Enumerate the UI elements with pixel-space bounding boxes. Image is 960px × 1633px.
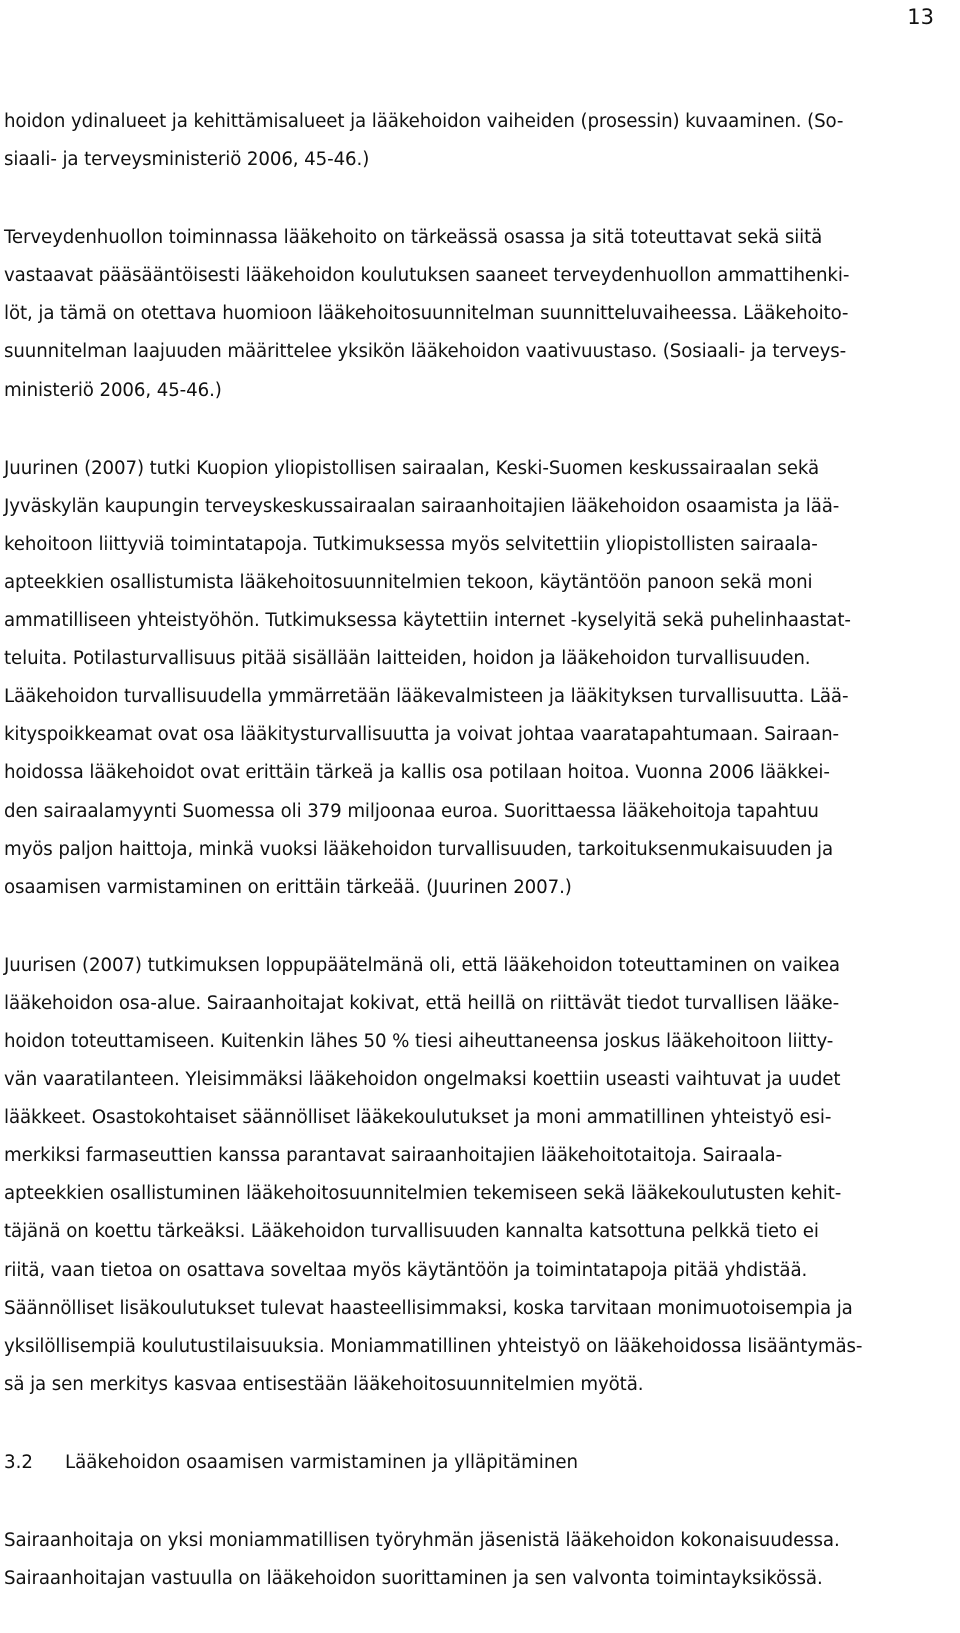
text-line: lääkehoidon osa-alue. Sairaanhoitajat kokivat, että heillä on riittävät tiedot turvallisen lääke- [4,992,840,1014]
section-title: Lääkehoidon osaamisen varmistaminen ja ylläpitäminen [65,1451,579,1473]
text-line: myös paljon haittoja, minkä vuoksi lääkehoidon turvallisuuden, tarkoituksenmukaisuuden ja [4,838,834,860]
text-line: teluita. Potilasturvallisuus pitää sisällään laitteiden, hoidon ja lääkehoidon turvallisuuden. [4,648,811,670]
text-line: vän vaaratilanteen. Yleisimmäksi lääkehoidon ongelmaksi koettiin useasti vaihtuvat ja uudet [4,1069,841,1091]
text-line: täjänä on koettu tärkeäksi. Lääkehoidon turvallisuuden kannalta katsottuna pelkkä tieto ei [4,1221,819,1243]
text-line: ammatilliseen yhteistyöhön. Tutkimuksessa käytettiin internet -kyselyitä sekä puhelinhaastat- [4,610,851,632]
text-line: den sairaalamyynti Suomessa oli 379 miljoonaa euroa. Suorittaessa lääkehoitoja tapahtuu [4,800,819,822]
text-line: ministeriö 2006, 45-46.) [4,379,222,401]
paragraph [4,450,924,907]
text-line: kehoitoon liittyviä toimintatapoja. Tutkimuksessa myös selvitettiin yliopistollisten sairaala- [4,533,818,555]
document-body [4,103,924,1598]
text-line: Jyväskylän kaupungin terveyskeskussairaalan sairaanhoitajien lääkehoidon osaamista ja lää- [4,495,840,517]
text-line: apteekkien osallistuminen lääkehoitosuunnitelmien tekemiseen sekä lääkekoulutusten kehit- [4,1183,842,1205]
paragraph [4,947,924,1404]
text-line: Sairaanhoitaja on yksi moniammatillisen työryhmän jäsenistä lääkehoidon kokonaisuudessa. [4,1530,840,1551]
text-line: yksilöllisempiä koulutustilaisuuksia. Moniammatillinen yhteistyö on lääkehoidossa lisääntymäs- [4,1335,863,1357]
text-line: lääkkeet. Osastokohtaiset säännölliset lääkekoulutukset ja moni ammatillinen yhteistyö esi- [4,1107,832,1129]
text-line: suunnitelman laajuuden määrittelee yksikön lääkehoidon vaativuustaso. (Sosiaali- ja terveys- [4,341,847,363]
text-line: vastaavat pääsääntöisesti lääkehoidon koulutuksen saaneet terveydenhuollon ammattihenki- [4,265,850,287]
text-line: osaamisen varmistaminen on erittäin tärkeää. (Juurinen 2007.) [4,876,572,898]
text-line: merkiksi farmaseuttien kanssa parantavat sairaanhoitajien lääkehoitotaitoja. Sairaala- [4,1145,783,1167]
text-line: löt, ja tämä on otettava huomioon lääkehoitosuunnitelman suunnitteluvaiheessa. Lääkehoito- [4,303,849,325]
text-line: Säännölliset lisäkoulutukset tulevat haasteellisimmaksi, koska tarvitaan monimuotoisempia ja [4,1297,853,1319]
text-line: apteekkien osallistumista lääkehoitosuunnitelmien tekoon, käytäntöön panoon sekä moni [4,571,813,593]
page-number: 13 [907,5,934,29]
text-line: sä ja sen merkitys kasvaa entisestään lääkehoitosuunnitelmien myötä. [4,1373,644,1395]
text-line: hoidossa lääkehoidot ovat erittäin tärkeä ja kallis osa potilaan hoitoa. Vuonna 2006 lääkkei- [4,762,830,784]
text-line: kityspoikkeamat ovat osa lääkitysturvallisuutta ja voivat johtaa vaaratapahtumaan. Sairaan- [4,724,839,746]
text-line: hoidon ydinalueet ja kehittämisalueet ja lääkehoidon vaiheiden (prosessin) kuvaaminen. (So- [4,111,844,132]
section-heading [4,1444,924,1482]
text-line: riitä, vaan tietoa on osattava soveltaa myös käytäntöön ja toimintatapoja pitää yhdistää. [4,1259,808,1281]
text-line: siaali- ja terveysministeriö 2006, 45-46.) [4,149,370,171]
text-line: Sairaanhoitajan vastuulla on lääkehoidon suorittaminen ja sen valvonta toimintayksikössä. [4,1568,823,1590]
paragraph [4,1522,924,1598]
section-number: 3.2 [4,1451,33,1473]
text-line: Terveydenhuollon toiminnassa lääkehoito on tärkeässä osassa ja sitä toteuttavat sekä siitä [4,227,823,249]
text-line: Lääkehoidon turvallisuudella ymmärretään lääkevalmisteen ja lääkityksen turvallisuutta. Lää- [4,686,849,708]
text-line: Juurisen (2007) tutkimuksen loppupäätelmänä oli, että lääkehoidon toteuttaminen on vaikea [4,954,840,976]
paragraph [4,103,924,179]
paragraph [4,219,924,409]
text-line: hoidon toteuttamiseen. Kuitenkin lähes 50 % tiesi aiheuttaneensa joskus lääkehoitoon liitty- [4,1030,834,1052]
text-line: Juurinen (2007) tutki Kuopion yliopistollisen sairaalan, Keski-Suomen keskussairaalan sekä [4,457,820,479]
